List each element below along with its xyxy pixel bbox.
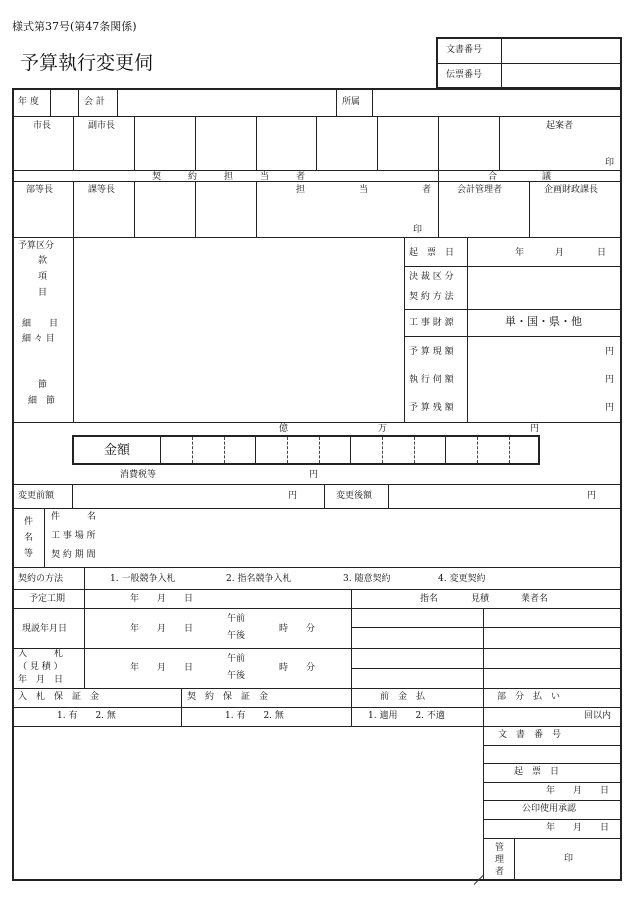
amount-box[interactable] — [72, 435, 540, 465]
tax-label: 消費税等 — [120, 470, 157, 480]
slip-number-label: 伝票番号 — [446, 70, 483, 80]
account-label: 会 計 — [84, 97, 105, 107]
advance-label: 前 金 払 — [380, 692, 426, 702]
after-yen: 円 — [587, 491, 597, 501]
consult-label: 合 議 — [488, 172, 552, 182]
before-amount-field[interactable] — [74, 487, 284, 506]
draft-day: 日 — [597, 248, 607, 258]
subject-field[interactable] — [110, 510, 618, 565]
side-doc-number-label: 文 書 番 号 — [498, 730, 562, 740]
side-draft-label: 起 票 日 — [514, 767, 560, 777]
setsu-label: 節 — [38, 380, 48, 390]
dept-field[interactable] — [374, 91, 620, 114]
remain-yen: 円 — [605, 403, 615, 413]
subject-name-label: 件 名 — [51, 512, 97, 522]
mayor-label: 市長 — [33, 121, 52, 131]
shimei-label: 指名 — [420, 594, 439, 604]
before-yen: 円 — [288, 491, 298, 501]
doc-number-field[interactable] — [503, 40, 619, 61]
memo-area[interactable] — [14, 728, 481, 878]
draft-month: 月 — [555, 248, 565, 258]
saimoku-label: 細 目 — [22, 319, 59, 329]
subject-side-3: 等 — [24, 549, 34, 559]
bid-hm: 時 分 — [279, 663, 316, 673]
contract-in-charge-label: 契 約 担 当 者 — [152, 172, 306, 182]
doc-number-label: 文書番号 — [446, 45, 483, 55]
manager-seal: 印 — [564, 854, 574, 864]
after-amount-label: 変更後額 — [336, 491, 373, 501]
moku-label: 目 — [38, 288, 48, 298]
contract-deposit-label: 契 約 保 証 金 — [187, 692, 269, 702]
subject-period-label: 契 約 期 間 — [51, 550, 96, 560]
budget-category-label: 予算区分 — [18, 241, 55, 251]
draft-date-label: 起 票 日 — [409, 248, 455, 258]
bid-deposit-label: 入 札 保 証 金 — [18, 692, 100, 702]
partial-opts: 回以内 — [584, 711, 612, 721]
year-label: 年 度 — [18, 97, 39, 107]
manager-label: 管理者 — [495, 843, 505, 877]
dept-head-label: 部等長 — [26, 185, 54, 195]
man-unit: 万 — [378, 424, 388, 434]
method-opt-4[interactable]: 4. 変更契約 — [438, 574, 486, 584]
exec-yen: 円 — [605, 375, 615, 385]
advance-opts[interactable]: 1. 適用 2. 不適 — [368, 711, 445, 721]
budget-current-label: 予 算 現 額 — [409, 347, 454, 357]
survey-pm[interactable]: 午後 — [227, 631, 246, 641]
vice-mayor-label: 副市長 — [88, 121, 116, 131]
mitsumori-label: 見積 — [471, 594, 490, 604]
bid-am[interactable]: 午前 — [227, 654, 246, 664]
oku-unit: 億 — [279, 424, 289, 434]
survey-am[interactable]: 午前 — [227, 614, 246, 624]
contract-deposit-opts[interactable]: 1. 有 2. 無 — [225, 711, 284, 721]
amount-label: 金額 — [104, 443, 131, 458]
bid-pm[interactable]: 午後 — [227, 671, 246, 681]
seal-approval-ymd: 年 月 日 — [546, 823, 610, 833]
partial-label: 部 分 払 い — [497, 692, 561, 702]
side-draft-ymd: 年 月 日 — [546, 786, 610, 796]
slip-number-field[interactable] — [503, 65, 619, 86]
survey-ymd[interactable]: 年 月 日 — [130, 624, 194, 634]
decision-label: 決 裁 区 分 — [409, 272, 454, 282]
seal-approval-label: 公印使用承認 — [522, 804, 577, 814]
draft-year: 年 — [515, 248, 525, 258]
en-unit: 円 — [530, 424, 540, 434]
vendor-label: 業者名 — [521, 594, 549, 604]
period-label: 予定工期 — [29, 594, 66, 604]
saisetsu-label: 細 節 — [28, 396, 56, 406]
person-in-charge-label: 担 当 者 — [296, 185, 432, 195]
finance-head-label: 企画財政課長 — [544, 185, 599, 195]
accountant-label: 会計管理者 — [457, 185, 503, 195]
saisaimoku-label: 細 々 目 — [22, 334, 55, 344]
budget-detail-field[interactable] — [75, 240, 402, 420]
tax-yen: 円 — [309, 470, 319, 480]
bid-label-1: 入 札 — [18, 649, 64, 659]
period-ymd[interactable]: 年 月 日 — [130, 594, 194, 604]
after-amount-field[interactable] — [390, 487, 585, 506]
method-opt-1[interactable]: 1. 一般競争入札 — [110, 574, 176, 584]
dept-label: 所属 — [342, 97, 361, 107]
account-field[interactable] — [119, 91, 334, 114]
budget-exec-label: 執 行 伺 額 — [409, 375, 454, 385]
form-number: 様式第37号(第47条関係) — [12, 20, 137, 33]
subject-place-label: 工 事 場 所 — [51, 531, 96, 541]
before-amount-label: 変更前額 — [18, 491, 55, 501]
person-seal: 印 — [413, 225, 423, 235]
drafter-label: 起案者 — [546, 121, 574, 131]
page-title: 予算執行変更伺 — [20, 52, 154, 74]
subject-side-1: 件 — [24, 517, 34, 527]
year-field[interactable] — [52, 91, 76, 114]
section-head-label: 課等長 — [88, 185, 116, 195]
survey-label: 現説年月日 — [22, 624, 68, 634]
bid-label-2: （ 見 積 ） — [18, 662, 63, 672]
contract-method-label: 契 約 方 法 — [409, 292, 454, 302]
kan-label: 款 — [38, 256, 48, 266]
method-opt-2[interactable]: 2. 指名競争入札 — [226, 574, 292, 584]
method-label: 契約の方法 — [18, 574, 64, 584]
bid-label-3: 年 月 日 — [18, 675, 64, 685]
bid-deposit-opts[interactable]: 1. 有 2. 無 — [57, 711, 116, 721]
bid-ymd[interactable]: 年 月 日 — [130, 663, 194, 673]
drafter-seal: 印 — [605, 158, 615, 168]
survey-hm: 時 分 — [279, 624, 316, 634]
subject-side-2: 名 — [24, 533, 34, 543]
method-opt-3[interactable]: 3. 随意契約 — [343, 574, 391, 584]
current-yen: 円 — [605, 347, 615, 357]
funding-options[interactable]: 単・国・県・他 — [505, 315, 582, 328]
funding-label: 工 事 財 源 — [409, 318, 454, 328]
budget-remain-label: 予 算 残 額 — [409, 403, 454, 413]
kou-label: 項 — [38, 272, 48, 282]
